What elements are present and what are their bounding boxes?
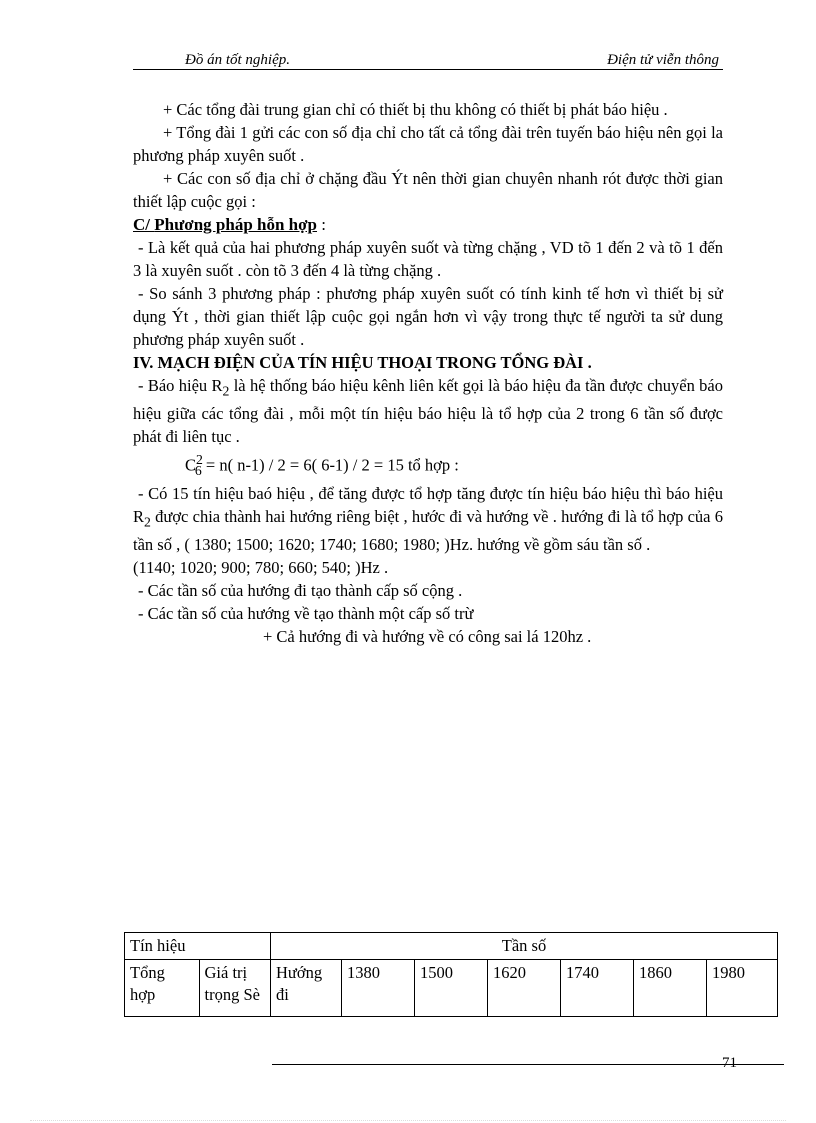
paragraph: + Cả hướng đi và hướng về có công sai lá 120hz . <box>263 627 592 647</box>
heading-prefix: C/ <box>133 215 150 234</box>
document-body <box>133 98 723 648</box>
table-cell: Tổng hợp <box>125 960 200 1017</box>
page-number: 71 <box>722 1055 737 1071</box>
subscript: 2 <box>222 383 230 399</box>
text-run: - Báo hiệu R <box>138 376 223 395</box>
table-cell: 1980 <box>707 960 778 1017</box>
table-cell: Hướng đi <box>271 960 342 1017</box>
table-row <box>125 960 778 1017</box>
superscript: 2 <box>196 452 203 468</box>
paragraph <box>133 482 723 556</box>
paragraph: - So sánh 3 phương pháp : phương pháp xuyên suốt có tính kinh tế hơn vì thiết bị sử dụng Ýt , thời gian thiết lập cuộc gọi ngắn hơn vì vậy trong thực tế người ta sử dung phương pháp xuyên suốt . <box>133 284 723 349</box>
paragraph: - Các tần số của hướng về tạo thành một cấp số trừ <box>138 604 474 624</box>
table-cell: 1500 <box>415 960 488 1017</box>
header-right-title: Điện tử viễn thông <box>607 52 719 68</box>
header-left-title: Đồ án tốt nghiệp. <box>185 52 290 68</box>
subscript: 2 <box>144 514 151 530</box>
formula-text: = n( n-1) / 2 = 6( 6-1) / 2 = 15 tổ hợp : <box>201 455 459 475</box>
paragraph: - Các tần số của hướng đi tạo thành cấp số cộng . <box>138 581 463 601</box>
footer-rule <box>272 1064 784 1065</box>
paragraph: - Là kết quả của hai phương pháp xuyên suốt và từng chặng , VD tõ 1 đến 2 và tõ 1 đến 3 là xuyên suốt . còn tõ 3 đến 4 là từng chặng . <box>133 238 723 280</box>
table-row <box>125 933 778 960</box>
heading-main: Phương pháp hỗn hợp <box>154 215 318 234</box>
table-cell: 1740 <box>561 960 634 1017</box>
section-heading-c <box>133 213 723 236</box>
table-cell: 1380 <box>342 960 415 1017</box>
table-cell: 1860 <box>634 960 707 1017</box>
text-run: được chia thành hai hướng riêng biệt , hước đi và hướng về . hướng đi là tổ hợp của 6 tần số , ( 1380; 1500; 1620; 1740; 1680; 1980; )Hz. hướng về gồm sáu tần số . <box>133 507 723 555</box>
paragraph: + Các tổng đài trung gian chỉ có thiết bị thu không có thiết bị phát báo hiệu . <box>163 100 668 119</box>
paragraph <box>133 374 723 448</box>
text-run: - Có 15 tín hiệu baó hiệu , để tăng được tổ hợp tăng được tín hiệu báo hiệu thì báo hiệu R <box>133 484 723 527</box>
subscript: 6 <box>194 463 202 479</box>
table-cell: Tín hiệu <box>125 933 271 960</box>
section-heading-iv: IV. MẠCH ĐIỆN CỦA TÍN HIỆU THOẠI TRONG TỔNG ĐÀI . <box>133 353 592 372</box>
heading-suffix: : <box>317 215 326 234</box>
table-cell: 1620 <box>488 960 561 1017</box>
table-cell: Tần số <box>271 933 778 960</box>
page-edge <box>30 1120 786 1121</box>
paragraph: + Tổng đài 1 gửi các con số địa chỉ cho tất cả tổng đài trên tuyến báo hiệu nên gọi la phương pháp xuyên suốt . <box>133 123 723 165</box>
header-rule <box>133 69 723 70</box>
paragraph: (1140; 1020; 900; 780; 660; 540; )Hz . <box>133 558 389 578</box>
formula-symbol: C <box>185 455 197 475</box>
formula <box>133 448 723 482</box>
text-run: là hệ thống báo hiệu kênh liên kết gọi là báo hiệu đa tần được chuyển báo hiệu giữa các tổng đài , mỗi một tín hiệu báo hiệu là tổ hợp của 2 trong 6 tần số được phát đi liên tục . <box>133 376 723 447</box>
paragraph: + Các con số địa chỉ ở chặng đầu Ýt nên thời gian chuyên nhanh rót được thời gian thiết lập cuộc gọi : <box>133 169 723 211</box>
table-cell: Giá trị trọng Sè <box>199 960 271 1017</box>
frequency-table <box>124 932 778 1017</box>
